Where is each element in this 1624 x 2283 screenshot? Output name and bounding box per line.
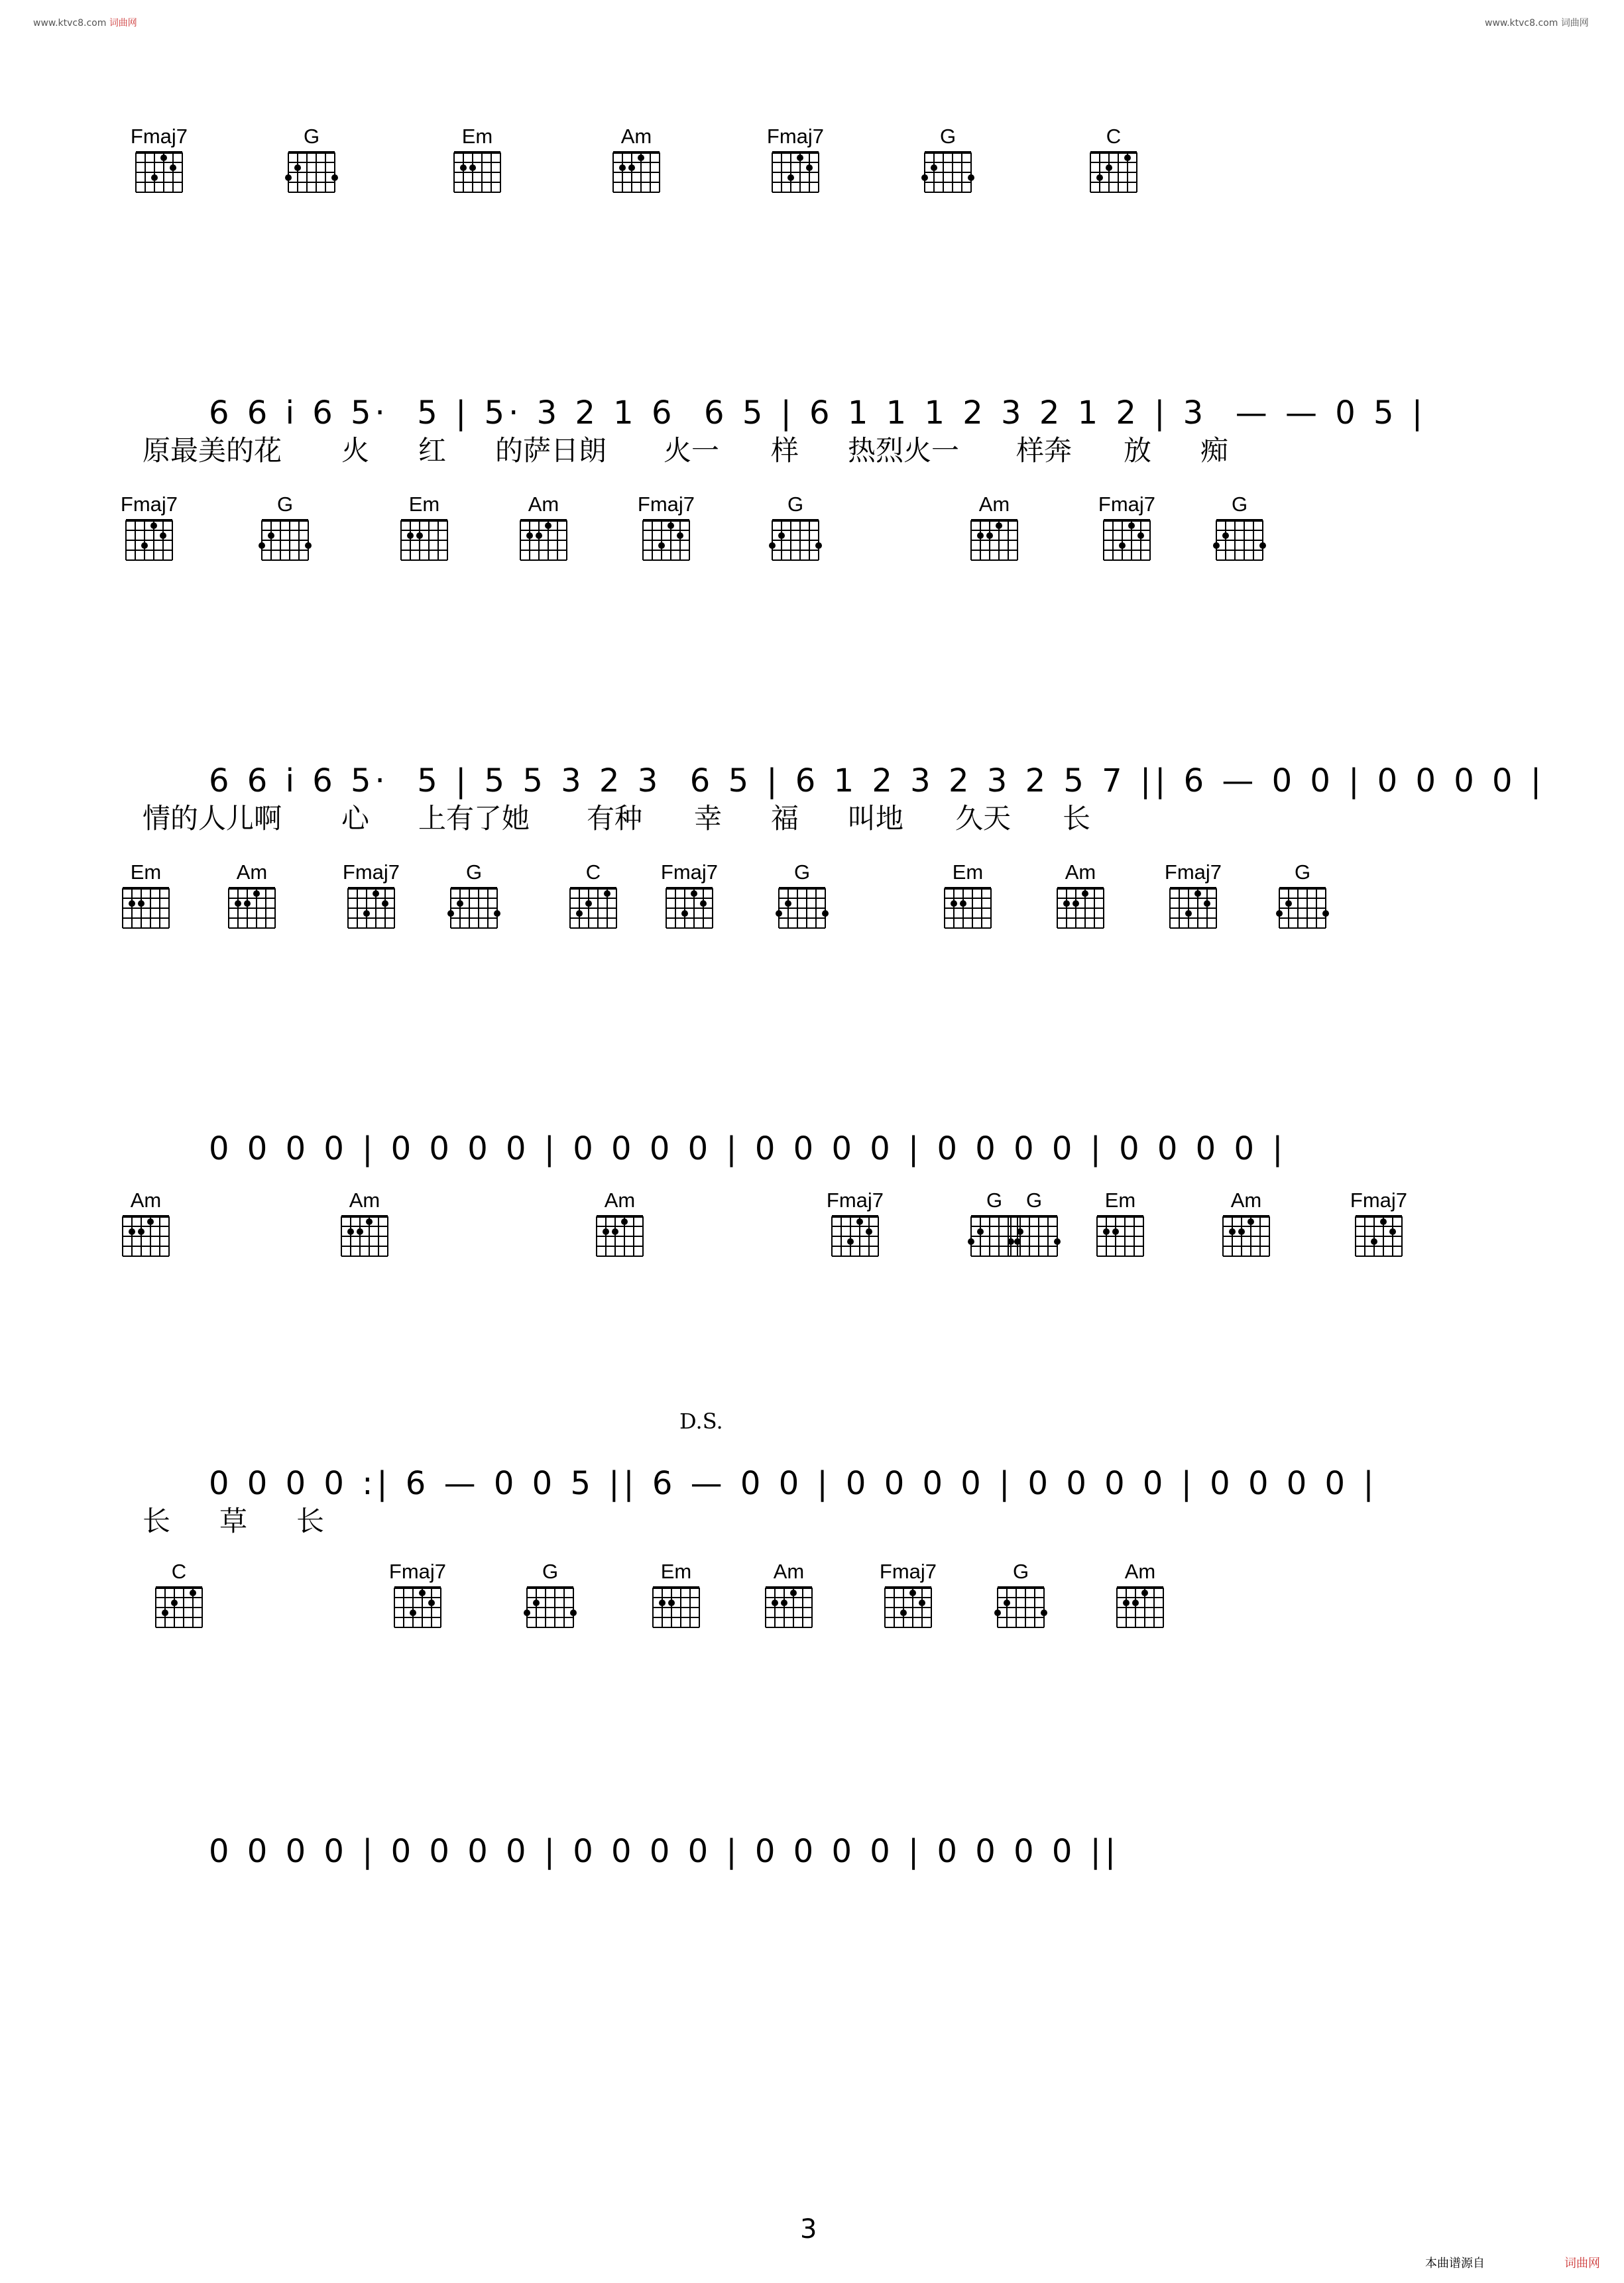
lyric-syllable: 情的人儿啊 xyxy=(143,802,282,835)
chord-grid-icon xyxy=(1097,515,1157,561)
chord-diagram xyxy=(255,494,315,565)
chord-diagram xyxy=(1163,862,1223,933)
chord-name: G xyxy=(1025,1189,1043,1212)
chord-name: Am xyxy=(236,860,268,884)
lyric-syllable: 热烈火一 xyxy=(848,434,960,467)
chord-diagram xyxy=(447,126,507,197)
chord-name: G xyxy=(1231,493,1248,516)
chord-diagram xyxy=(1084,126,1143,197)
chord-name: G xyxy=(793,860,811,884)
chord-grid-icon xyxy=(1090,1211,1150,1258)
chord-diagram xyxy=(282,126,341,197)
chord-grid-icon xyxy=(1004,1211,1064,1258)
chord-grid-icon xyxy=(1051,883,1110,929)
chord-diagram xyxy=(1090,1190,1150,1261)
lyric-syllable: 原最美的花 xyxy=(143,434,282,467)
chord-grid-icon xyxy=(772,883,832,929)
chord-name: G xyxy=(276,493,294,516)
chord-name: Fmaj7 xyxy=(879,1560,937,1583)
footer-source: 本曲谱源自 xyxy=(1425,2256,1485,2270)
chord-diagram xyxy=(1216,1190,1276,1261)
chord-name: Fmaj7 xyxy=(342,860,400,884)
chord-grid-icon xyxy=(646,1582,706,1629)
chord-grid-icon xyxy=(255,515,315,561)
chord-name: Fmaj7 xyxy=(1350,1189,1408,1212)
chord-grid-icon xyxy=(335,1211,394,1258)
chord-grid-icon xyxy=(918,147,978,194)
chord-name: G xyxy=(1012,1560,1029,1583)
chord-diagram xyxy=(636,494,696,565)
chord-diagram xyxy=(1273,862,1332,933)
chord-diagram xyxy=(335,1190,394,1261)
header-site: www.ktvc8.com xyxy=(33,18,107,29)
chord-name: G xyxy=(986,1189,1003,1212)
chord-name: Am xyxy=(349,1189,380,1212)
chord-diagram xyxy=(938,862,998,933)
chord-grid-icon xyxy=(607,147,666,194)
chord-diagram xyxy=(646,1561,706,1632)
chord-name: Fmaj7 xyxy=(120,493,178,516)
chord-grid-icon xyxy=(1273,883,1332,929)
chord-diagram xyxy=(119,494,179,565)
header-brand: 词曲网 xyxy=(109,18,137,29)
chord-grid-icon xyxy=(222,883,282,929)
chord-grid-icon xyxy=(116,1211,176,1258)
chord-grid-icon xyxy=(119,515,179,561)
chord-diagram xyxy=(388,1561,447,1632)
chord-diagram xyxy=(766,126,825,197)
chord-diagram xyxy=(444,862,504,933)
lyric-syllable: 有种 xyxy=(587,802,643,835)
chord-grid-icon xyxy=(991,1582,1051,1629)
chord-name: Am xyxy=(1124,1560,1156,1583)
chord-name: Fmaj7 xyxy=(766,125,825,148)
chord-name: Fmaj7 xyxy=(1164,860,1222,884)
lyric-syllable: 样 xyxy=(771,434,799,467)
chord-diagram xyxy=(563,862,623,933)
chord-grid-icon xyxy=(149,1582,209,1629)
chord-grid-icon xyxy=(1084,147,1143,194)
chord-name: Am xyxy=(130,1189,162,1212)
jianpu-line: 6 6 i 6 5· 5 | 5 5 3 2 3 6 5 | 6 1 2 3 2 3 2 5 7 || 6 — 0 0 | 0 0 0 0 | xyxy=(209,762,1545,799)
chord-name: Am xyxy=(1230,1189,1262,1212)
chord-grid-icon xyxy=(636,515,696,561)
chord-diagram xyxy=(964,494,1024,565)
chord-diagram xyxy=(607,126,666,197)
chord-grid-icon xyxy=(116,883,176,929)
chord-name: Fmaj7 xyxy=(637,493,695,516)
ds-marking: D.S. xyxy=(679,1409,723,1434)
chord-name: Am xyxy=(773,1560,805,1583)
chord-grid-icon xyxy=(282,147,341,194)
chord-grid-icon xyxy=(129,147,189,194)
chord-grid-icon xyxy=(1210,515,1269,561)
chord-grid-icon xyxy=(1216,1211,1276,1258)
chord-name: G xyxy=(465,860,483,884)
chord-grid-icon xyxy=(447,147,507,194)
chord-name: C xyxy=(585,860,601,884)
chord-grid-icon xyxy=(759,1582,819,1629)
chord-name: G xyxy=(542,1560,559,1583)
chord-name: G xyxy=(303,125,320,148)
lyric-syllable: 心 xyxy=(341,802,370,835)
chord-grid-icon xyxy=(1349,1211,1409,1258)
chord-name: G xyxy=(787,493,804,516)
chord-diagram xyxy=(825,1190,885,1261)
chord-diagram xyxy=(129,126,189,197)
chord-name: Fmaj7 xyxy=(1098,493,1156,516)
footer-brand: 词曲网 xyxy=(1564,2256,1600,2270)
chord-grid-icon xyxy=(388,1582,447,1629)
header-site-right: www.ktvc8.com xyxy=(1485,18,1558,29)
lyric-syllable: 红 xyxy=(418,434,447,467)
chord-grid-icon xyxy=(394,515,454,561)
chord-grid-icon xyxy=(660,883,719,929)
chord-name: G xyxy=(1294,860,1311,884)
chord-grid-icon xyxy=(964,515,1024,561)
chord-name: Am xyxy=(528,493,559,516)
chord-name: Am xyxy=(978,493,1010,516)
chord-name: Em xyxy=(952,860,984,884)
chord-diagram xyxy=(520,1561,580,1632)
chord-grid-icon xyxy=(444,883,504,929)
lyric-syllable: 火一 xyxy=(664,434,720,467)
chord-name: Am xyxy=(620,125,652,148)
lyric-syllable: 放 xyxy=(1124,434,1152,467)
chord-name: Fmaj7 xyxy=(826,1189,884,1212)
chord-diagram xyxy=(590,1190,650,1261)
chord-grid-icon xyxy=(766,515,825,561)
chord-diagram xyxy=(149,1561,209,1632)
lyric-syllable: 久天 xyxy=(955,802,1012,835)
chord-name: C xyxy=(171,1560,187,1583)
chord-grid-icon xyxy=(825,1211,885,1258)
chord-diagram xyxy=(514,494,573,565)
chord-diagram xyxy=(116,1190,176,1261)
chord-name: C xyxy=(1106,125,1122,148)
chord-grid-icon xyxy=(1163,883,1223,929)
chord-diagram xyxy=(341,862,401,933)
lyric-syllable: 幸 xyxy=(694,802,723,835)
chord-name: Em xyxy=(130,860,162,884)
header-right xyxy=(1485,16,1589,29)
header-brand-right: 词曲网 xyxy=(1560,18,1589,29)
lyric-syllable: 叫地 xyxy=(848,802,904,835)
lyric-syllable: 长 xyxy=(1063,802,1091,835)
chord-diagram xyxy=(878,1561,938,1632)
chord-diagram xyxy=(766,494,825,565)
chord-diagram xyxy=(1097,494,1157,565)
chord-diagram xyxy=(222,862,282,933)
header-left xyxy=(33,16,137,29)
chord-grid-icon xyxy=(563,883,623,929)
chord-diagram xyxy=(116,862,176,933)
chord-grid-icon xyxy=(878,1582,938,1629)
chord-diagram xyxy=(1051,862,1110,933)
chord-diagram xyxy=(660,862,719,933)
chord-diagram xyxy=(1110,1561,1170,1632)
jianpu-line: 0 0 0 0 | 0 0 0 0 | 0 0 0 0 | 0 0 0 0 | 0 0 0 0 || xyxy=(209,1833,1120,1870)
jianpu-line: 0 0 0 0 :| 6 — 0 0 5 || 6 — 0 0 | 0 0 0 0 | 0 0 0 0 | 0 0 0 0 | xyxy=(209,1465,1378,1502)
chord-diagram xyxy=(394,494,454,565)
chord-diagram xyxy=(1349,1190,1409,1261)
lyric-syllable: 的萨日朗 xyxy=(495,434,607,467)
chord-name: Em xyxy=(408,493,440,516)
chord-diagram xyxy=(1004,1190,1064,1261)
chord-grid-icon xyxy=(590,1211,650,1258)
chord-name: Fmaj7 xyxy=(388,1560,447,1583)
page-number: 3 xyxy=(800,2214,817,2245)
chord-name: Fmaj7 xyxy=(660,860,719,884)
lyric-syllable: 痴 xyxy=(1200,434,1229,467)
jianpu-line: 6 6 i 6 5· 5 | 5· 3 2 1 6 6 5 | 6 1 1 1 2 3 2 1 2 | 3 — — 0 5 | xyxy=(209,394,1426,432)
lyric-syllable: 火 xyxy=(341,434,370,467)
lyric-syllable: 长 xyxy=(296,1505,325,1537)
lyric-syllable: 草 xyxy=(219,1505,248,1537)
chord-name: Em xyxy=(461,125,493,148)
chord-diagram xyxy=(759,1561,819,1632)
chord-name: Em xyxy=(1104,1189,1136,1212)
chord-name: Am xyxy=(604,1189,636,1212)
chord-grid-icon xyxy=(514,515,573,561)
lyric-syllable: 福 xyxy=(771,802,799,835)
chord-diagram xyxy=(1210,494,1269,565)
chord-name: G xyxy=(939,125,957,148)
chord-grid-icon xyxy=(938,883,998,929)
chord-diagram xyxy=(772,862,832,933)
lyric-syllable: 上有了她 xyxy=(418,802,530,835)
chord-grid-icon xyxy=(766,147,825,194)
chord-diagram xyxy=(991,1561,1051,1632)
lyric-syllable: 样奔 xyxy=(1016,434,1073,467)
chord-name: Am xyxy=(1065,860,1096,884)
chord-grid-icon xyxy=(341,883,401,929)
chord-name: Fmaj7 xyxy=(130,125,188,148)
lyric-syllable: 长 xyxy=(143,1505,171,1537)
chord-diagram xyxy=(918,126,978,197)
chord-grid-icon xyxy=(1110,1582,1170,1629)
chord-grid-icon xyxy=(520,1582,580,1629)
chord-name: Em xyxy=(660,1560,692,1583)
jianpu-line: 0 0 0 0 | 0 0 0 0 | 0 0 0 0 | 0 0 0 0 | 0 0 0 0 | 0 0 0 0 | xyxy=(209,1130,1287,1167)
